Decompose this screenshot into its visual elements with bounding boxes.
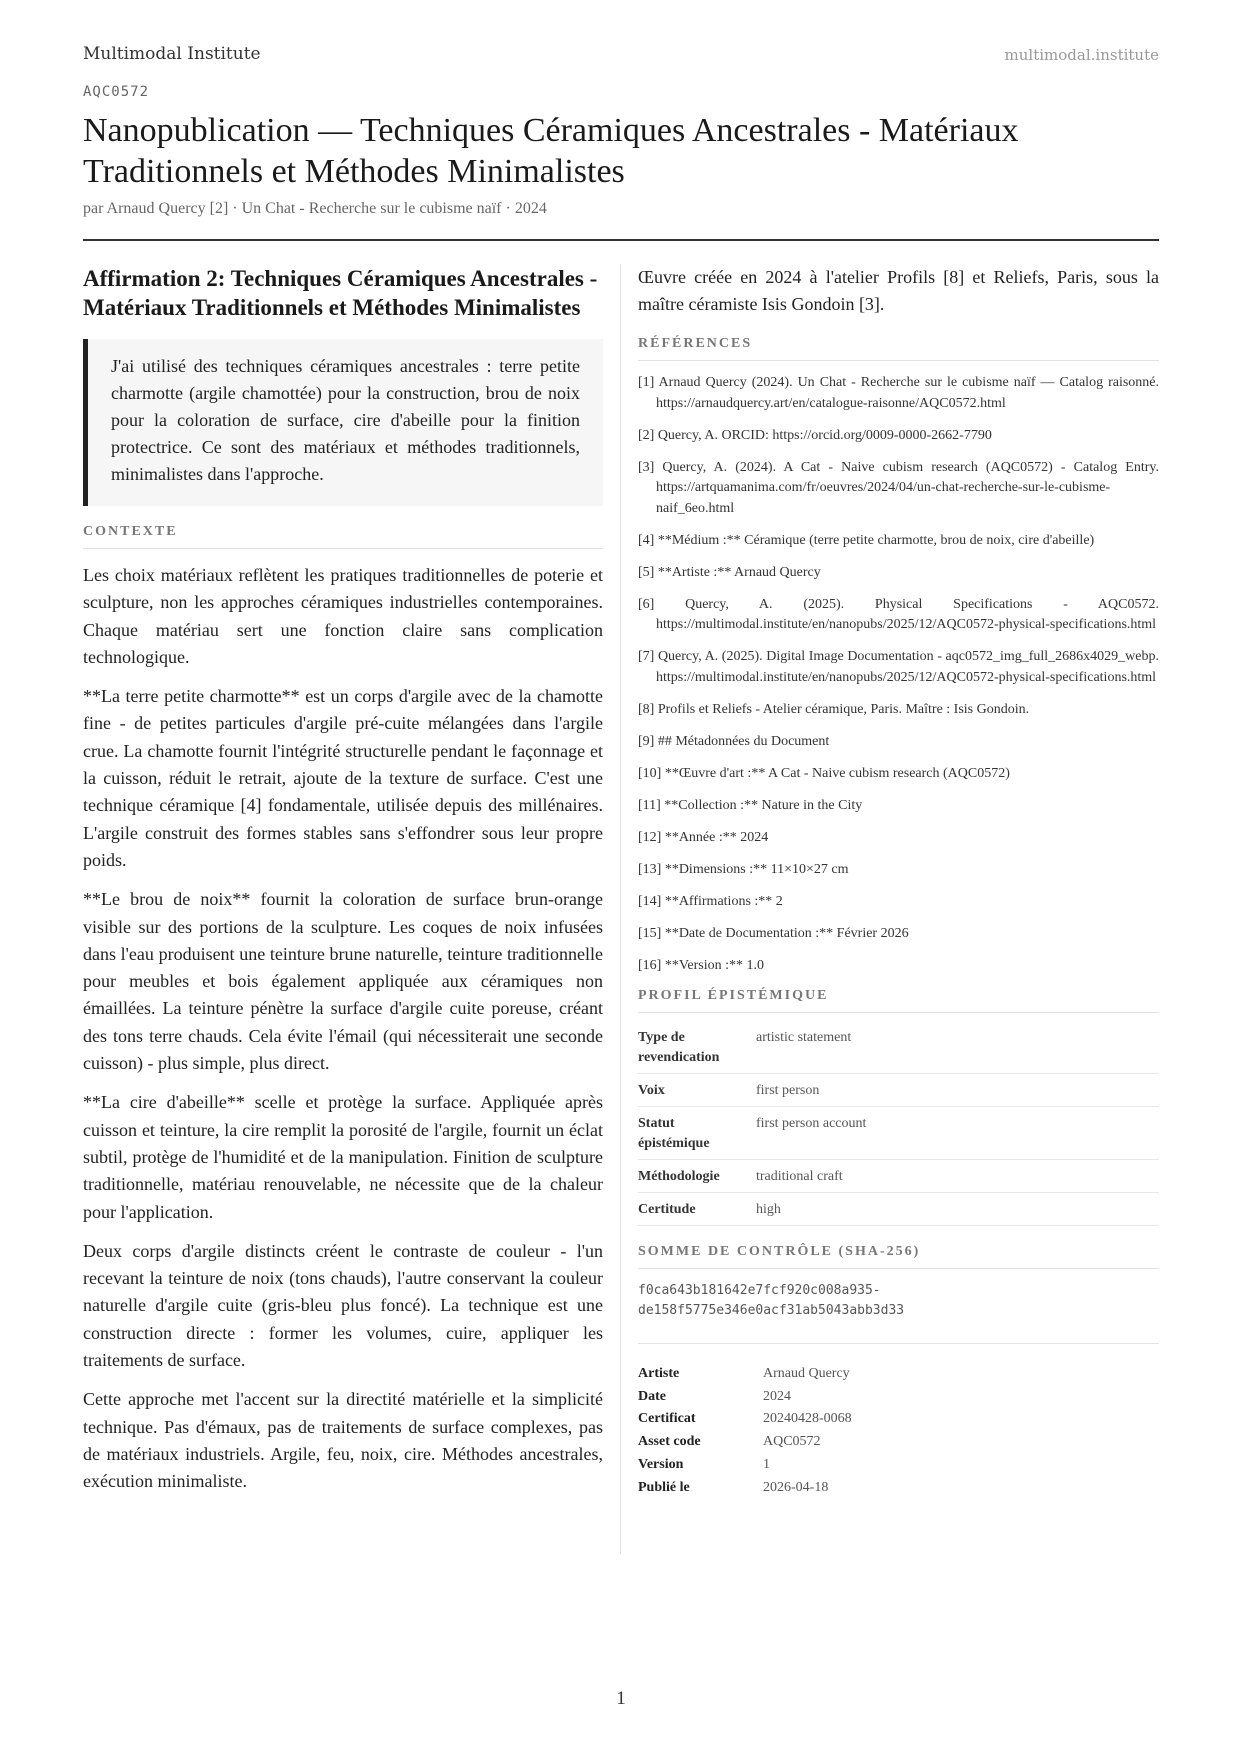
references-label: RÉFÉRENCES [638,336,1159,361]
profile-value: first person account [756,1107,1159,1160]
table-row [638,1107,1159,1160]
reference-item[interactable]: [1] Arnaud Quercy (2024). Un Chat - Recherche sur le cubisme naïf — Catalog raisonné. https://arnaudquercy.art/en/catalogue-raisonne/AQC0572.html [638,375,1159,411]
claim-heading: Affirmation 2: Techniques Céramiques Ancestrales - Matériaux Traditionnels et Méthodes Minimalistes [83,266,598,320]
reference-item: [8] Profils et Reliefs - Atelier céramique, Paris. Maître : Isis Gondoin. [638,701,1030,717]
context-paragraph: Les choix matériaux reflètent les pratiques traditionnelles de poterie et sculpture, non les approches céramiques industrielles contemporaines. Chaque matériau sert une fonction claire sans complication technologique. [83,565,603,667]
institution-url[interactable]: multimodal.institute [1004,46,1159,64]
metadata-key: Publié le [638,1479,690,1495]
header-divider [83,239,1159,241]
metadata-key: Artiste [638,1366,680,1381]
profile-value: artistic statement [756,1021,1159,1074]
metadata-value: Arnaud Quercy [763,1366,850,1381]
checksum-label: SOMME DE CONTRÔLE (SHA-256) [638,1244,1159,1269]
reference-item[interactable]: [3] Quercy, A. (2024). A Cat - Naive cubism research (AQC0572) - Catalog Entry. https://artquamanima.com/fr/oeuvres/2024/04/un-chat-recherche-sur-le-cubisme-naif_6eo.html [638,459,1159,516]
institution-name: Multimodal Institute [83,44,261,64]
context-paragraph: **La cire d'abeille** scelle et protège la surface. Appliquée après cuisson et teinture, la cire remplit la porosité de l'argile, fournit un éclat subtil, protège de l'humidité et de la manipulation. Finition de sculpture traditionnelle, matériau renouvelable, ne nécessite que de la chaleur pour l'application. [83,1092,603,1222]
creation-note: Œuvre créée en 2024 à l'atelier Profils [8] et Reliefs, Paris, sous la maître céramiste Isis Gondoin [3]. [638,267,1159,314]
reference-item: [14] **Affirmations :** 2 [638,893,783,909]
reference-item: [10] **Œuvre d'art :** A Cat - Naive cubism research (AQC0572) [638,765,1010,781]
profile-key: Statut épistémique [638,1107,756,1160]
context-paragraph: Cette approche met l'accent sur la directité matérielle et la simplicité technique. Pas d'émaux, pas de traitements de surface complexes, pas de matériaux industriels. Argile, feu, noix, cire. Méthodes ancestrales, exécution minimaliste. [83,1389,603,1492]
metadata-value: 2026-04-18 [763,1479,829,1495]
reference-item: [12] **Année :** 2024 [638,829,769,845]
metadata-key: Date [638,1388,666,1404]
table-row [638,1431,852,1454]
sidebar-column [638,264,1159,1499]
metadata-value: AQC0572 [763,1434,821,1450]
reference-item: [9] ## Métadonnées du Document [638,733,830,749]
reference-item: [5] **Artiste :** Arnaud Quercy [638,564,821,580]
claim-statement: J'ai utilisé des techniques céramiques ancestrales : terre petite charmotte (argile chamottée) pour la construction, brou de noix pour la coloration de surface, cire d'abeille pour la finition protectrice. Ce sont des matériaux et méthodes traditionnels, minimalistes dans l'approche. [83,339,603,506]
metadata-value: 2024 [763,1388,791,1404]
reference-item: [15] **Date de Documentation :** Février 2026 [638,925,909,941]
reference-list [638,373,1159,976]
metadata-key: Asset code [638,1434,701,1450]
profile-key: Type de revendication [638,1021,756,1074]
table-row [638,1160,1159,1193]
table-row [638,1386,852,1409]
profile-key: Méthodologie [638,1160,756,1193]
table-row [638,1021,1159,1074]
document-page [83,0,1159,1754]
epistemic-profile-label: PROFIL ÉPISTÉMIQUE [638,988,1159,1013]
checksum-line: de158f5775e346e0acf31ab5043abb3d33 [638,1303,905,1318]
main-column [83,264,603,1496]
reference-item[interactable]: [6] Quercy, A. (2025). Physical Specifications - AQC0572. https://multimodal.institute/en/nanopubs/2025/12/AQC0572-physical-specifications.html [638,596,1159,632]
context-paragraph: **La terre petite charmotte** est un corps d'argile avec de la chamotte fine - de petites particules d'argile pré-cuite mélangées dans l'argile crue. La chamotte fournit l'intégrité structurelle pendant le façonnage et la cuisson, réduit le retrait, ajoute de la texture de surface. C'est une technique céramique [4] fondamentale, utilisée depuis des millénaires. L'argile construit des formes stables sans s'effondrer sous leur propre poids. [83,686,603,870]
reference-item: [13] **Dimensions :** 11×10×27 cm [638,861,849,877]
profile-value: high [756,1193,1159,1226]
profile-value: first person [756,1074,1159,1107]
table-row [638,1193,1159,1226]
reference-item: [11] **Collection :** Nature in the City [638,797,863,813]
metadata-key: Version [638,1456,684,1472]
page-title: Nanopublication — Techniques Céramiques Ancestrales - Matériaux Traditionnels et Méthodes Minimalistes [83,112,1019,190]
byline: par Arnaud Quercy [2] · Un Chat - Recherche sur le cubisme naïf · 2024 [83,200,547,217]
profile-key: Voix [638,1074,756,1107]
metadata-value: 1 [763,1456,770,1472]
checksum-value [638,1281,1159,1344]
reference-item: [4] **Médium :** Céramique (terre petite charmotte, brou de noix, cire d'abeille) [638,532,1095,548]
column-divider [620,264,621,1554]
asset-code: AQC0572 [83,84,150,100]
top-bar [83,44,1159,68]
reference-item[interactable]: [7] Quercy, A. (2025). Digital Image Documentation - aqc0572_img_full_2686x4029_webp. https://multimodal.institute/en/nanopubs/2025/12/AQC0572-physical-specifications.html [638,649,1159,685]
reference-item: [16] **Version :** 1.0 [638,957,764,973]
reference-item[interactable]: [2] Quercy, A. ORCID: https://orcid.org/0009-0000-2662-7790 [638,427,992,443]
context-paragraph: **Le brou de noix** fournit la coloration de surface brun-orange visible sur des portions de la sculpture. Les coques de noix infusées dans l'eau produisent une teinture brune naturelle, teinture traditionnelle pour meubles et bois également appliquée aux céramiques non émaillées. La teinture pénètre la surface d'argile cuite poreuse, créant des tons terre chauds. Cela évite l'émail (qui nécessiterait une seconde cuisson) - plus simple, plus direct. [83,889,603,1074]
metadata-key: Certificat [638,1411,696,1427]
table-row [638,1408,852,1431]
context-label: CONTEXTE [83,524,603,549]
context-paragraph: Deux corps d'argile distincts créent le contraste de couleur - l'un recevant la teinture de noix (tons chauds), l'autre conservant la couleur naturelle d'argile cuite (gris-bleu plus foncé). La technique est une construction directe : former les volumes, cuire, appliquer les traitements de surface. [83,1240,603,1371]
table-row [638,1477,852,1500]
profile-key: Certitude [638,1193,756,1226]
table-row [638,1074,1159,1107]
table-row [638,1363,852,1386]
checksum-line: f0ca643b181642e7fcf920c008a935- [638,1283,881,1298]
page-number: 1 [616,1688,626,1709]
metadata-table [638,1363,852,1499]
table-row [638,1454,852,1477]
profile-value: traditional craft [756,1160,1159,1193]
metadata-value: 20240428-0068 [763,1411,852,1427]
epistemic-profile-table [638,1021,1159,1226]
